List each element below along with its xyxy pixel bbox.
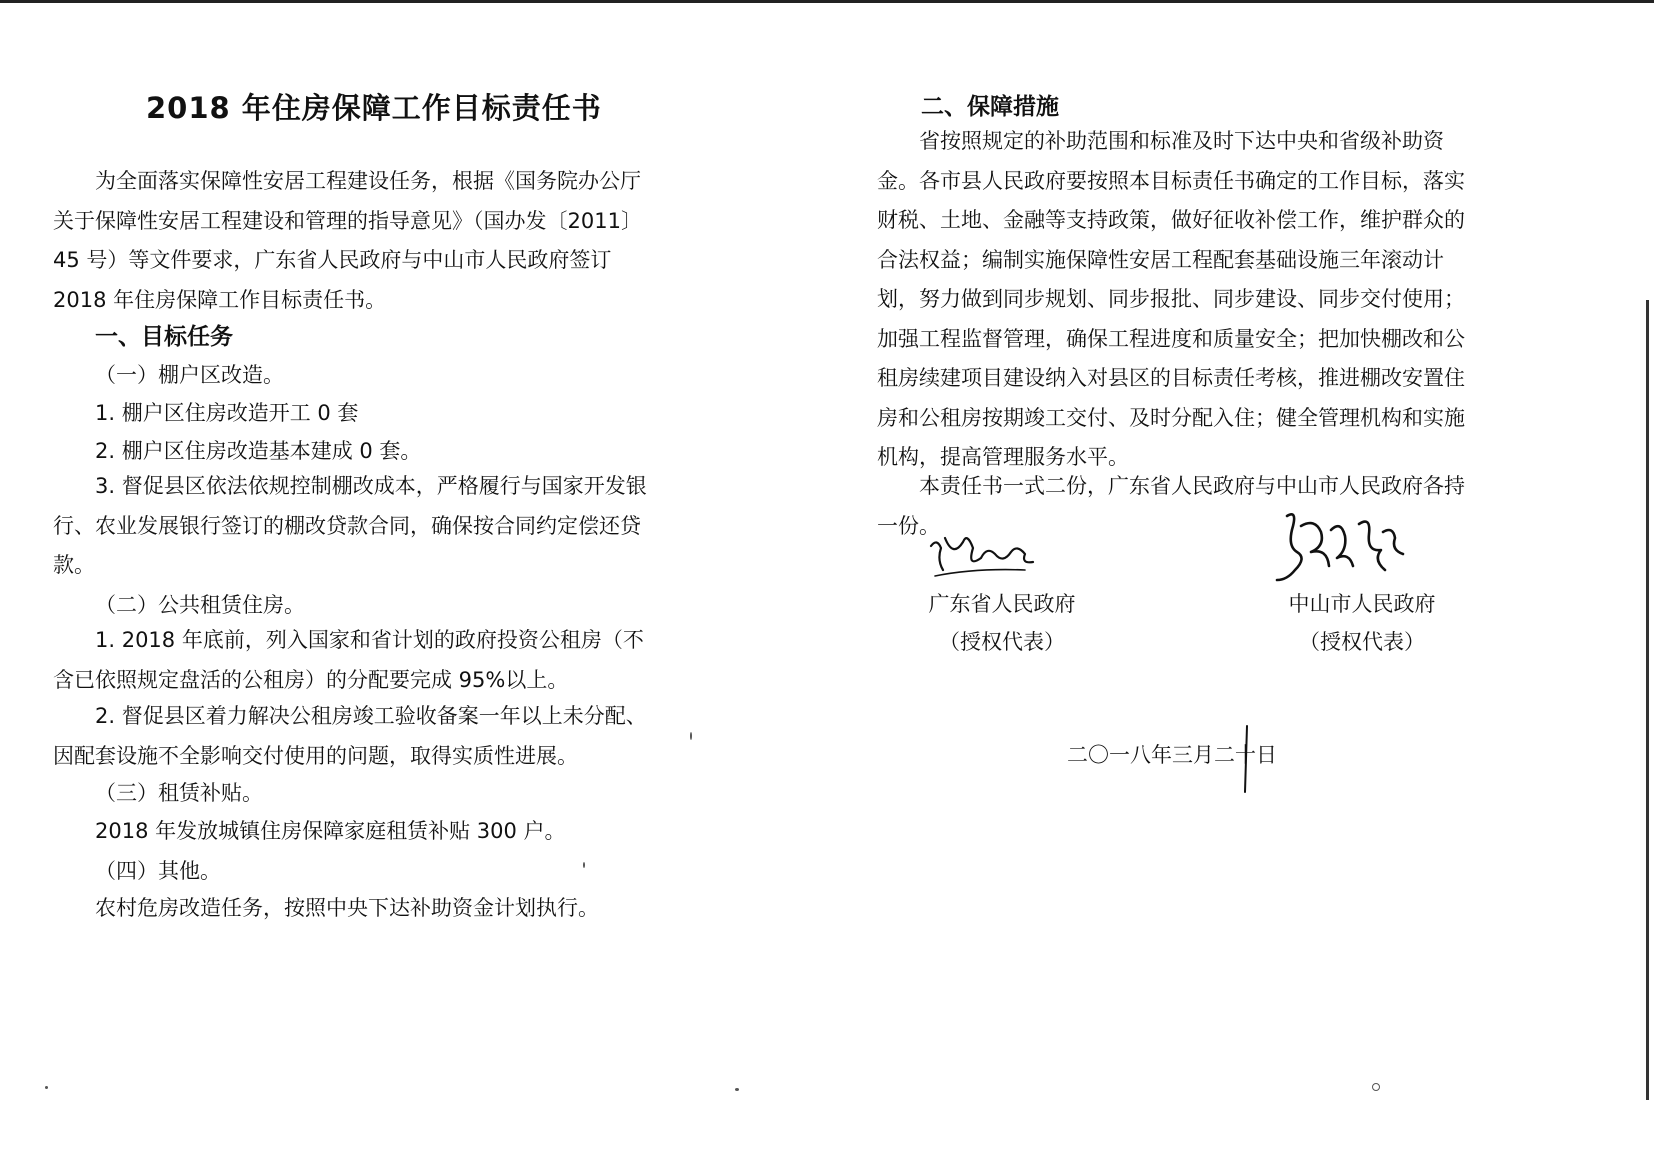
date-handwritten-stroke: [1237, 722, 1261, 796]
item-shanty-complete: 2. 棚户区住房改造基本建成 0 套。: [95, 439, 422, 463]
item-shanty-cost: 3. 督促县区依法依规控制棚改成本，严格履行与国家开发银行、农业发展银行签订的棚改贷款合同，确保按合同约定偿还贷款。: [53, 474, 647, 577]
scan-speck: [735, 1088, 739, 1091]
scan-speck: [690, 732, 692, 740]
right-page: [827, 0, 1654, 1167]
party-a-name: 广东省人民政府: [928, 592, 1076, 616]
signature-party-b: [1273, 506, 1413, 588]
subheading-rent-subsidy: （三）租赁补贴。: [95, 781, 263, 805]
intro-paragraph: 为全面落实保障性安居工程建设任务，根据《国务院办公厅关于保障性安居工程建设和管理的指导意见》（国办发〔2011〕45 号）等文件要求，广东省人民政府与中山市人民政府签订 2018 年住房保障工作目标责任书。: [53, 169, 642, 312]
item-shanty-start: 1. 棚户区住房改造开工 0 套: [95, 401, 359, 425]
scan-speck: [1372, 1083, 1380, 1091]
item-rental-allocation: 1. 2018 年底前，列入国家和省计划的政府投资公租房（不含已依照规定盘活的公租房）的分配要完成 95%以上。: [53, 628, 644, 692]
party-b-role: （授权代表）: [1299, 630, 1425, 654]
signature-party-a: [925, 528, 1035, 586]
scan-speck: [45, 1086, 48, 1089]
item-rental-acceptance: 2. 督促县区着力解决公租房竣工验收备案一年以上未分配、因配套设施不全影响交付使用的问题，取得实质性进展。: [53, 704, 647, 768]
section-heading-goals: 一、目标任务: [95, 324, 233, 350]
document-title: 2018 年住房保障工作目标责任书: [146, 91, 602, 125]
subheading-other: （四）其他。: [95, 859, 221, 883]
signing-date: 二〇一八年三月二十日: [1067, 743, 1277, 767]
item-rural-housing: 农村危房改造任务，按照中央下达补助资金计划执行。: [95, 896, 599, 920]
party-a-role: （授权代表）: [939, 630, 1065, 654]
party-b-name: 中山市人民政府: [1288, 592, 1436, 616]
copies-paragraph: 本责任书一式二份，广东省人民政府与中山市人民政府各持一份。: [877, 474, 1465, 538]
item-rent-subsidy: 2018 年发放城镇住房保障家庭租赁补贴 300 户。: [95, 819, 566, 843]
scan-speck: [583, 862, 585, 868]
subheading-public-rental: （二）公共租赁住房。: [95, 593, 305, 617]
measures-paragraph: 省按照规定的补助范围和标准及时下达中央和省级补助资金。各市县人民政府要按照本目标责任书确定的工作目标，落实财税、土地、金融等支持政策，做好征收补偿工作，维护群众的合法权益；编制实施保障性安居工程配套基础设施三年滚动计划，努力做到同步规划、同步报批、同步建设、同步交付使用；加强工程监督管理，确保工程进度和质量安全；把加快棚改和公租房续建项目建设纳入对县区的目标责任考核，推进棚改安置住房和公租房按期竣工交付、及时分配入住；健全管理机构和实施机构，提高管理服务水平。: [877, 129, 1465, 469]
subheading-shanty-town: （一）棚户区改造。: [95, 363, 284, 387]
section-heading-measures: 二、保障措施: [921, 94, 1059, 120]
